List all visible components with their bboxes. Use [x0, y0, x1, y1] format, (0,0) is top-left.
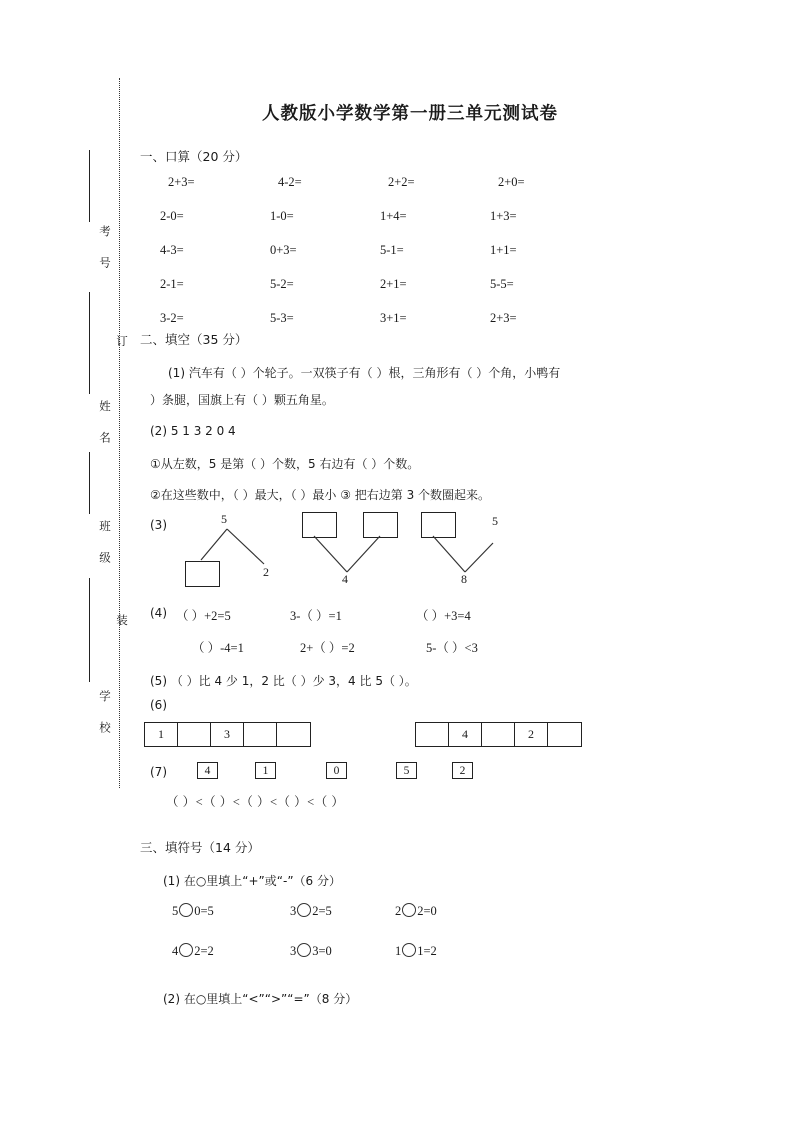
exam-paper-body — [130, 0, 730, 1122]
margin-field-exam-number: 考 号 — [98, 225, 112, 271]
oral-problem: 5-2= — [270, 277, 294, 291]
boxed-number: 2 — [452, 762, 473, 779]
oral-problem: 4-2= — [278, 175, 302, 189]
margin-field-school: 学 校 — [98, 690, 112, 736]
oral-problem: 3+1= — [380, 311, 407, 325]
bond-3-bottom-value: 8 — [461, 572, 467, 586]
fill-q4-item: （ ）+2=5 — [176, 609, 231, 623]
sequence-cell[interactable] — [482, 723, 515, 746]
fill-q4-item: （ ）-4=1 — [192, 641, 244, 655]
circle-problem — [290, 903, 332, 919]
circle-problem-left: 3 — [290, 944, 297, 958]
fill-q3-label: (3) — [150, 518, 167, 532]
circle-blank[interactable] — [179, 943, 193, 957]
oral-problem: 2+0= — [498, 175, 525, 189]
section-heading-3: 三、填符号（14 分） — [140, 840, 260, 855]
circle-problem-left: 3 — [290, 904, 297, 918]
sequence-cell[interactable] — [178, 723, 211, 746]
fill-q4-label: (4) — [150, 606, 167, 620]
circle-problem-right: 0=5 — [194, 904, 214, 918]
circle-problem-right: 3=0 — [312, 944, 332, 958]
oral-problem: 1+4= — [380, 209, 407, 223]
fill-q2-item1: ①从左数，5 是第（ ）个数，5 右边有（ ）个数。 — [150, 457, 420, 471]
sequence-cell[interactable]: 2 — [515, 723, 548, 746]
page-title: 人教版小学数学第一册三单元测试卷 — [262, 104, 558, 124]
boxed-number: 1 — [255, 762, 276, 779]
fill-q2-numbers: (2) 5 1 3 2 0 4 — [150, 424, 236, 438]
fill-q1-line1: (1) 汽车有（ ）个轮子。一双筷子有（ ）根，三角形有（ ）个角，小鸭有 — [168, 366, 561, 380]
fill-q6-label: (6) — [150, 698, 167, 712]
circle-problem — [172, 943, 214, 959]
symbol-q1-label: (1) 在○里填上“+”或“-”（6 分） — [163, 874, 341, 888]
bond-3-right-value: 5 — [492, 514, 498, 528]
circle-problem-right: 2=0 — [417, 904, 437, 918]
bond-1-top-value: 5 — [221, 512, 227, 526]
sequence-cell[interactable]: 4 — [449, 723, 482, 746]
binding-margin — [0, 0, 130, 1122]
fill-q4-item: 2+（ ）=2 — [300, 641, 355, 655]
circle-problem-left: 5 — [172, 904, 179, 918]
oral-problem: 2+3= — [168, 175, 195, 189]
margin-rule-3 — [89, 452, 90, 514]
sequence-cell[interactable] — [416, 723, 449, 746]
sequence-grid-right — [415, 722, 582, 747]
oral-problem: 5-5= — [490, 277, 514, 291]
bond-2-bottom-value: 4 — [342, 572, 348, 586]
oral-problem: 1+1= — [490, 243, 517, 257]
fill-q1-line2: ）条腿，国旗上有（ ）颗五角星。 — [150, 393, 334, 407]
margin-field-name: 姓 名 — [98, 400, 112, 446]
sequence-grid-left — [144, 722, 311, 747]
sequence-cell[interactable]: 1 — [145, 723, 178, 746]
oral-problem: 3-2= — [160, 311, 184, 325]
circle-blank[interactable] — [179, 903, 193, 917]
margin-rule-2 — [89, 292, 90, 394]
section-heading-1: 一、口算（20 分） — [140, 149, 248, 164]
boxed-number: 5 — [396, 762, 417, 779]
oral-problem: 4-3= — [160, 243, 184, 257]
oral-problem: 5-3= — [270, 311, 294, 325]
fill-q5: (5) （ ）比 4 少 1，2 比（ ）少 3，4 比 5（ ）。 — [150, 674, 417, 688]
oral-problem: 2+3= — [490, 311, 517, 325]
sequence-cell[interactable] — [277, 723, 310, 746]
oral-problem: 2-0= — [160, 209, 184, 223]
circle-problem — [290, 943, 332, 959]
fill-q7-ordering-blanks: （ ）<（ ）<（ ）<（ ）<（ ） — [166, 795, 345, 809]
section-heading-2: 二、填空（35 分） — [140, 332, 248, 347]
oral-problem: 2+1= — [380, 277, 407, 291]
fill-q4-item: （ ）+3=4 — [416, 609, 471, 623]
margin-rule-4 — [89, 578, 90, 682]
margin-field-class: 班 级 — [98, 520, 112, 566]
circle-problem-right: 2=5 — [312, 904, 332, 918]
circle-blank[interactable] — [297, 943, 311, 957]
fill-q4-item: 5-（ ）<3 — [426, 641, 478, 655]
oral-problem: 2+2= — [388, 175, 415, 189]
circle-blank[interactable] — [297, 903, 311, 917]
bond-3-lines — [421, 536, 521, 578]
symbol-q2-label: (2) 在○里填上“<”“>”“=”（8 分） — [163, 992, 358, 1006]
bond-2-answer-box-left[interactable] — [302, 512, 337, 538]
bond-1-right-value: 2 — [263, 565, 269, 579]
seal-word-zhuang: 装 — [115, 614, 129, 626]
seal-word-ding: 订 — [115, 335, 129, 347]
circle-problem-right: 1=2 — [417, 944, 437, 958]
fill-q7-label: (7) — [150, 765, 167, 779]
fill-q4-item: 3-（ ）=1 — [290, 609, 342, 623]
circle-problem-right: 2=2 — [194, 944, 214, 958]
circle-problem-left: 4 — [172, 944, 179, 958]
sequence-cell[interactable]: 3 — [211, 723, 244, 746]
circle-blank[interactable] — [402, 903, 416, 917]
circle-problem — [395, 943, 437, 959]
bond-1-answer-box[interactable] — [185, 561, 220, 587]
oral-problem: 0+3= — [270, 243, 297, 257]
circle-problem — [395, 903, 437, 919]
circle-problem — [172, 903, 214, 919]
bond-3-answer-box[interactable] — [421, 512, 456, 538]
binding-dotted-line — [119, 78, 120, 788]
oral-problem: 2-1= — [160, 277, 184, 291]
oral-problem: 1-0= — [270, 209, 294, 223]
bond-2-answer-box-right[interactable] — [363, 512, 398, 538]
fill-q2-item2: ②在这些数中，（ ）最大，（ ）最小 ③ 把右边第 3 个数圈起来。 — [150, 488, 491, 502]
oral-problem: 5-1= — [380, 243, 404, 257]
boxed-number: 4 — [197, 762, 218, 779]
bond-2-lines — [302, 536, 402, 578]
sequence-cell[interactable] — [548, 723, 581, 746]
circle-problem-left: 2 — [395, 904, 402, 918]
boxed-number: 0 — [326, 762, 347, 779]
circle-problem-left: 1 — [395, 944, 402, 958]
margin-rule-1 — [89, 150, 90, 222]
circle-blank[interactable] — [402, 943, 416, 957]
oral-problem: 1+3= — [490, 209, 517, 223]
sequence-cell[interactable] — [244, 723, 277, 746]
